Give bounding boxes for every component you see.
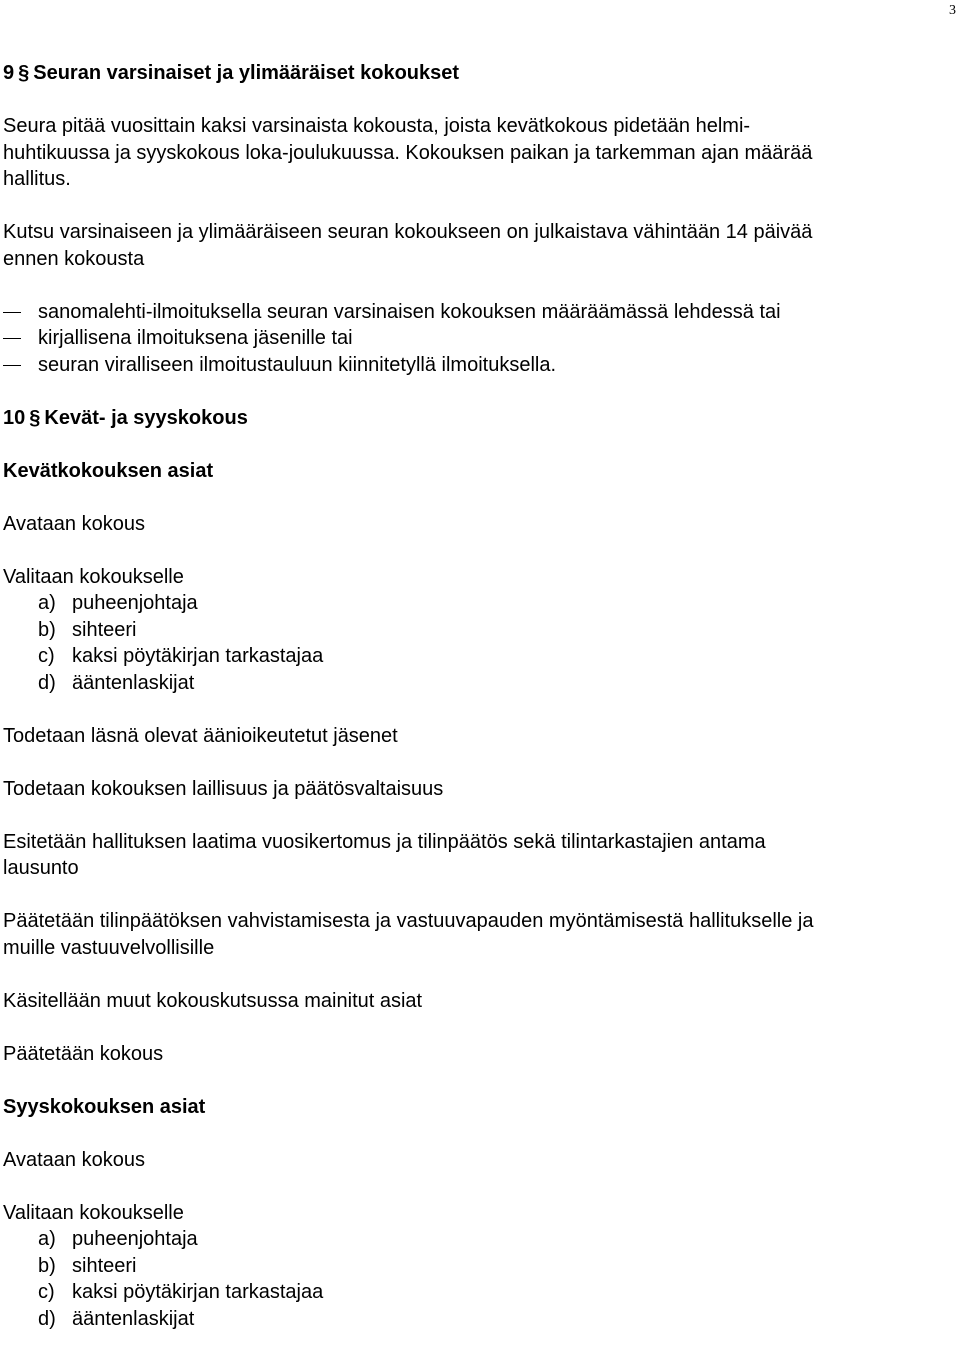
section-10-heading	[3, 405, 953, 432]
section-title: Kevät- ja syyskokous	[44, 406, 248, 429]
page-number: 3	[949, 3, 956, 18]
list-item	[38, 1253, 953, 1280]
agenda-item-approve	[3, 908, 953, 961]
list-marker: c)	[38, 1281, 55, 1303]
list-item	[38, 590, 953, 617]
text-line: Kutsu varsinaiseen ja ylimääräiseen seuran kokoukseen on julkaistava vähintään 14 päivää	[3, 221, 813, 243]
list-item-text: puheenjohtaja	[72, 1228, 198, 1250]
list-item-text: ääntenlaskijat	[72, 1307, 195, 1330]
list-item-text: kirjallisena ilmoituksena jäsenille tai	[38, 327, 353, 349]
list-item-text: kaksi pöytäkirjan tarkastajaa	[72, 645, 324, 667]
list-item	[3, 299, 953, 326]
agenda-item-open: Avataan kokous	[3, 512, 145, 535]
text-line: muille vastuuvelvollisille	[3, 936, 215, 959]
list-item	[3, 352, 953, 379]
agenda-item-legality: Todetaan kokouksen laillisuus ja päätösvaltaisuus	[3, 777, 444, 800]
list-item-text: sihteeri	[72, 1254, 137, 1277]
text-line: hallitus.	[3, 168, 71, 190]
section-9-paragraph-1	[3, 113, 953, 193]
list-marker: d)	[38, 671, 56, 694]
notice-methods-list	[3, 299, 953, 379]
document-body	[3, 60, 953, 1332]
agenda-item-report	[3, 829, 953, 882]
section-sign: §	[29, 406, 41, 429]
list-item	[38, 1226, 953, 1253]
text-line: Esitetään hallituksen laatima vuosikertomus ja tilinpäätös sekä tilintarkastajien antama	[3, 830, 766, 853]
list-item-text: ääntenlaskijat	[72, 671, 195, 694]
text-line: Päätetään tilinpäätöksen vahvistamisesta ja vastuuvapauden myöntämisestä hallitukselle ja	[3, 910, 814, 932]
list-item	[38, 670, 953, 697]
agenda-item-other: Käsitellään muut kokouskutsussa mainitut asiat	[3, 989, 423, 1012]
text-line: huhtikuussa ja syyskokous loka-joulukuussa. Kokouksen paikan ja tarkemman ajan määrää	[3, 141, 813, 164]
spring-meeting-subheading: Kevätkokouksen asiat	[3, 459, 214, 482]
dash-bullet-icon	[3, 338, 21, 339]
dash-bullet-icon	[3, 312, 21, 313]
section-title: Seuran varsinaiset ja ylimääräiset kokoukset	[33, 62, 460, 84]
list-item-text: sanomalehti-ilmoituksella seuran varsinaisen kokouksen määräämässä lehdessä tai	[38, 300, 781, 323]
autumn-meeting-subheading: Syyskokouksen asiat	[3, 1095, 206, 1118]
list-item-text: seuran viralliseen ilmoitustauluun kiinnitetyllä ilmoituksella.	[38, 353, 557, 376]
list-item-text: sihteeri	[72, 618, 137, 641]
list-item	[38, 1279, 953, 1306]
list-marker: a)	[38, 592, 56, 614]
section-sign: §	[18, 62, 30, 84]
agenda-item-elect: Valitaan kokoukselle	[3, 1201, 184, 1224]
section-9-paragraph-2	[3, 219, 953, 272]
list-marker: d)	[38, 1307, 56, 1330]
section-number: 9	[3, 62, 15, 84]
list-marker: a)	[38, 1228, 56, 1250]
list-item	[38, 1306, 953, 1333]
elect-list	[3, 590, 953, 696]
elect-list	[3, 1226, 953, 1332]
agenda-item-open: Avataan kokous	[3, 1148, 145, 1171]
agenda-item-present: Todetaan läsnä olevat äänioikeutetut jäsenet	[3, 724, 398, 747]
agenda-item-close: Päätetään kokous	[3, 1042, 164, 1065]
agenda-item-elect: Valitaan kokoukselle	[3, 565, 184, 588]
list-item	[38, 617, 953, 644]
section-number: 10	[3, 406, 26, 429]
text-line: lausunto	[3, 857, 79, 879]
list-marker: c)	[38, 645, 55, 667]
list-marker: b)	[38, 618, 56, 641]
text-line: Seura pitää vuosittain kaksi varsinaista kokousta, joista kevätkokous pidetään helmi-	[3, 115, 751, 137]
text-line: ennen kokousta	[3, 247, 145, 270]
list-item	[3, 325, 953, 352]
dash-bullet-icon	[3, 365, 21, 366]
list-item	[38, 643, 953, 670]
list-marker: b)	[38, 1254, 56, 1277]
section-9-heading	[3, 60, 953, 87]
list-item-text: kaksi pöytäkirjan tarkastajaa	[72, 1281, 324, 1303]
list-item-text: puheenjohtaja	[72, 592, 198, 614]
